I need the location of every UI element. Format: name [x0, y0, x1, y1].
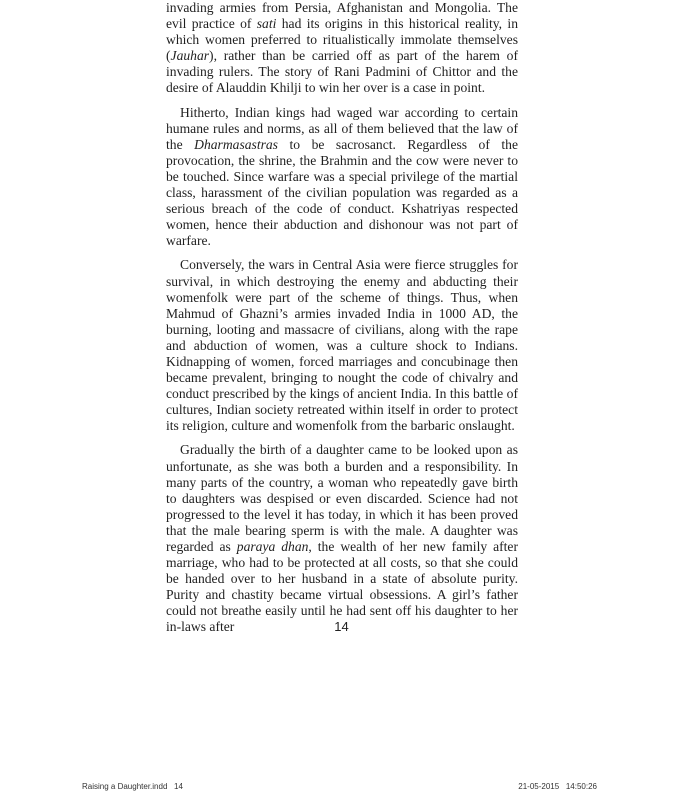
paragraph-3-segment-1: Conversely, the wars in Central Asia were fierce struggles for survival, in which destroying the enemy and abducting their womenfolk were part of the scheme of things. Thus, when Mahmud of Ghazni’s armies invaded India in 1000 AD, the burning, looting and massacre of civilians, along with the rape and abduction of women, was a culture shock to Indians. Kidnapping of women, forced marriages and concubinage then became prevalent, bringing to nought the code of chivalry and conduct prescribed by the kings of ancient India. In this battle of cultures, Indian society retreated within itself in order to protect its religion, culture and womenfolk from the barbaric onslaught.	[166, 257, 518, 434]
paragraph-2	[166, 105, 518, 250]
paragraph-1-italic-jauhar: Jauhar	[170, 48, 210, 64]
page-number: 14	[334, 619, 349, 634]
slug-datetime: 21-05-2015 14:50:26	[518, 782, 597, 791]
paragraph-4-segment-1: Gradually the birth of a daughter came to be looked upon as unfortunate, as she was both a burden and a responsibility. In many parts of the country, a woman who repeatedly gave birth to daughters was despised or even discarded. Science had not progressed to the level it has today, in which it has been proved that the male bearing sperm is with the male. A daughter was regarded as	[166, 442, 518, 554]
paragraph-2-italic-dharmasastras: Dharmasastras	[194, 136, 278, 152]
paragraph-3	[166, 257, 518, 434]
slug-file-name: Raising a Daughter.indd 14	[82, 782, 183, 791]
paragraph-2-segment-1: Hitherto, Indian kings had waged war according to certain humane rules and norms, as all of them believed that the law of the	[166, 104, 518, 152]
paragraph-1	[166, 0, 518, 97]
paragraph-4-segment-3: , the wealth of her new family after marriage, who had to be protected at all costs, so that she could be handed over to her husband in a state of absolute purity. Purity and chastity became virtual obsessions. A girl’s father could not breathe easily until he had sent off his daughter to her in-laws after	[166, 539, 518, 635]
paragraph-2-segment-3: to be sacrosanct. Regardless of the provocation, the shrine, the Brahmin and the cow were never to be touched. Since warfare was a special privilege of the martial class, harassment of the civilian population was regarded as a serious breach of the code of conduct. Kshatriyas respected women, hence their abduction and dishonour was not part of warfare.	[166, 136, 518, 249]
paragraph-4-italic-paraya-dhan: paraya dhan	[236, 539, 309, 554]
paragraph-1-segment-3: had its origins in this historical reality, in which women preferred to ritualistically immolate themselves (	[166, 16, 519, 64]
paragraph-1-segment-1: invading armies from Persia, Afghanistan and Mongolia. The evil practice of	[166, 0, 518, 32]
paragraph-4	[166, 442, 518, 635]
paragraph-1-italic-sati: sati	[256, 16, 277, 32]
paragraph-1-segment-5: ), rather than be carried off as part of the harem of invading rulers. The story of Rani Padmini of Chittor and the desire of Alauddin Khilji to win her over is a case in point.	[166, 48, 518, 96]
body-text	[166, 0, 518, 644]
